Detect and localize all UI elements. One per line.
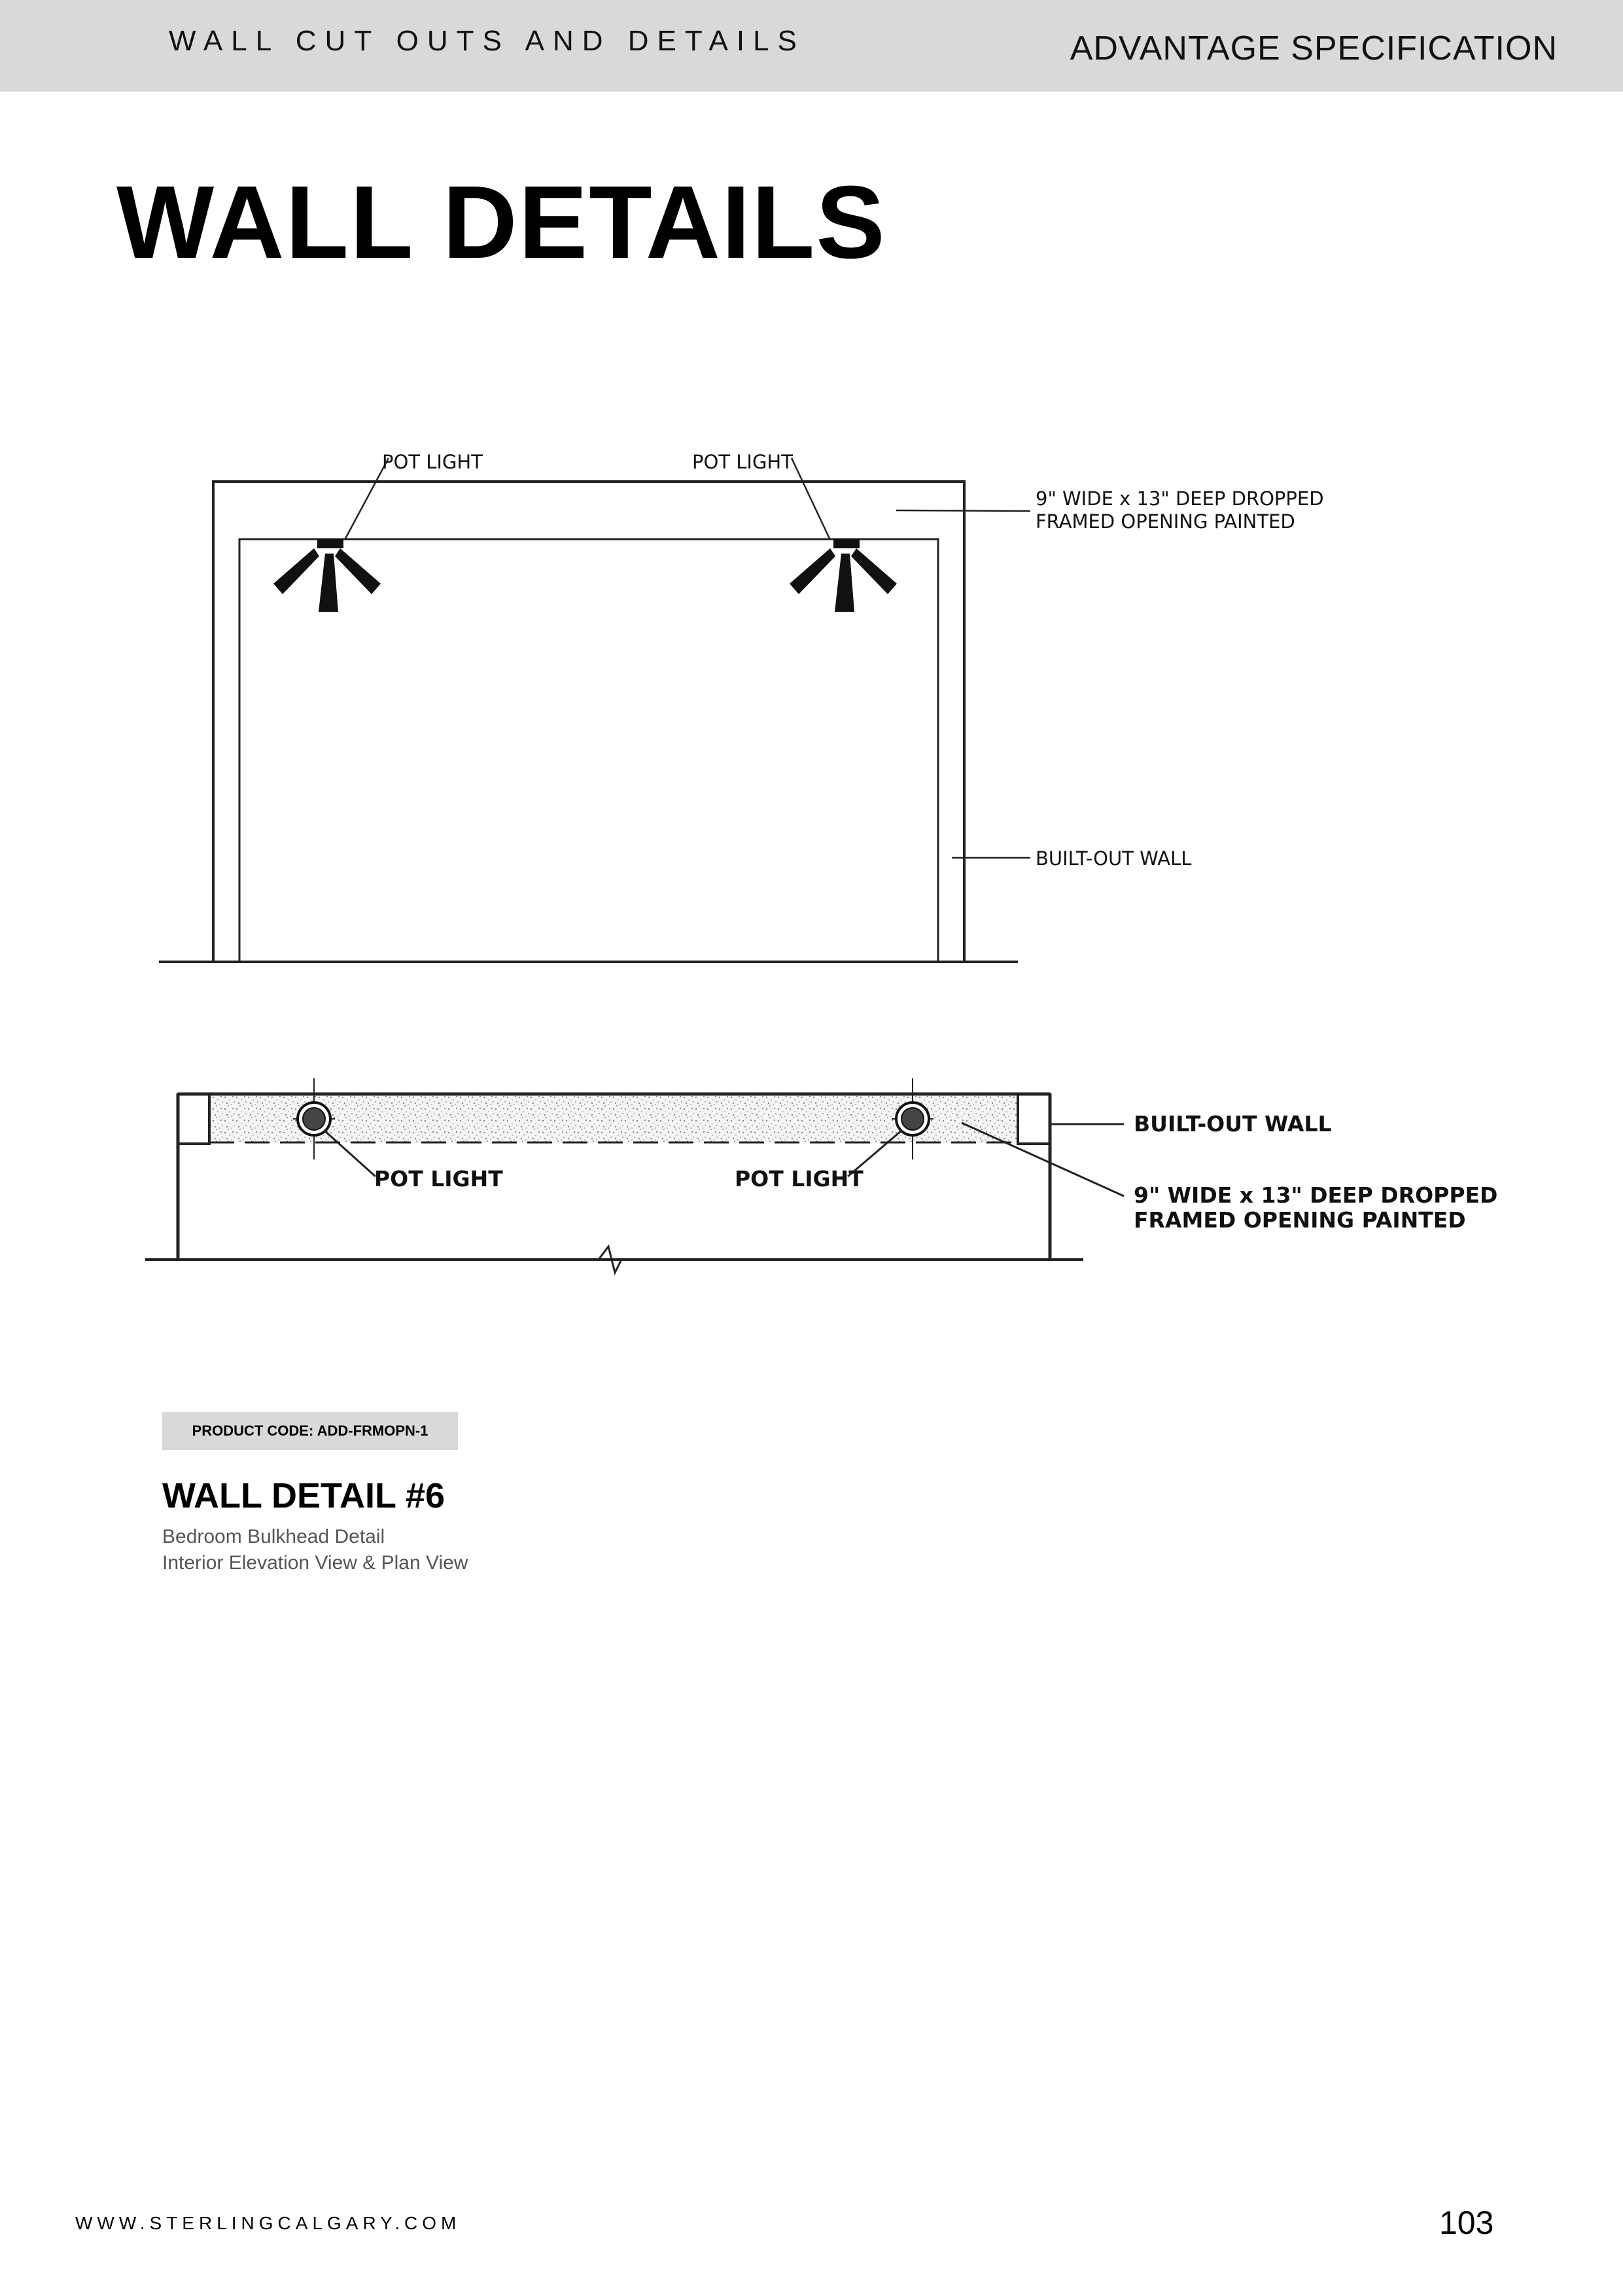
section-title: WALL CUT OUTS AND DETAILS (169, 25, 805, 57)
detail-subtitle-2: Interior Elevation View & Plan View (162, 1552, 468, 1574)
spec-title: ADVANTAGE SPECIFICATION (1070, 29, 1558, 67)
elevation-built-out-wall-label: BUILT-OUT WALL (1036, 847, 1192, 870)
elevation-opening-label-line2: FRAMED OPENING PAINTED (1036, 510, 1295, 533)
plan-pot-light-right-label: POT LIGHT (735, 1166, 864, 1192)
plan-left-wall-box (178, 1094, 209, 1144)
plan-pot-light-right (892, 1078, 934, 1159)
elevation-pot-light-right-label: POT LIGHT (692, 451, 793, 473)
product-code-badge: PRODUCT CODE: ADD-FRMOPN-1 (162, 1412, 458, 1450)
plan-pot-light-left-label: POT LIGHT (374, 1166, 503, 1192)
page-number: 103 (1439, 2204, 1494, 2241)
elevation-inner-frame (239, 539, 938, 962)
plan-opening-label-line1: 9" WIDE x 13" DEEP DROPPED (1134, 1182, 1498, 1208)
elevation-pot-light-left-label: POT LIGHT (382, 451, 483, 473)
detail-subtitle-1: Bedroom Bulkhead Detail (162, 1526, 385, 1547)
elevation-opening-label-line1: 9" WIDE x 13" DEEP DROPPED (1036, 487, 1324, 510)
detail-title: WALL DETAIL #6 (162, 1476, 445, 1515)
plan-pot-light-left (293, 1078, 335, 1159)
elevation-view (159, 482, 1018, 962)
pot-light-fixture-right (790, 539, 897, 612)
elevation-leaders (345, 458, 1030, 858)
plan-built-out-wall-label: BUILT-OUT WALL (1134, 1111, 1332, 1137)
footer-website: WWW.STERLINGCALGARY.COM (75, 2213, 461, 2233)
plan-opening-label-line2: FRAMED OPENING PAINTED (1134, 1207, 1466, 1233)
pot-light-fixture-left (273, 539, 381, 612)
plan-view (145, 1094, 1083, 1273)
plan-right-wall-box (1018, 1094, 1050, 1144)
page-title: WALL DETAILS (116, 165, 886, 280)
